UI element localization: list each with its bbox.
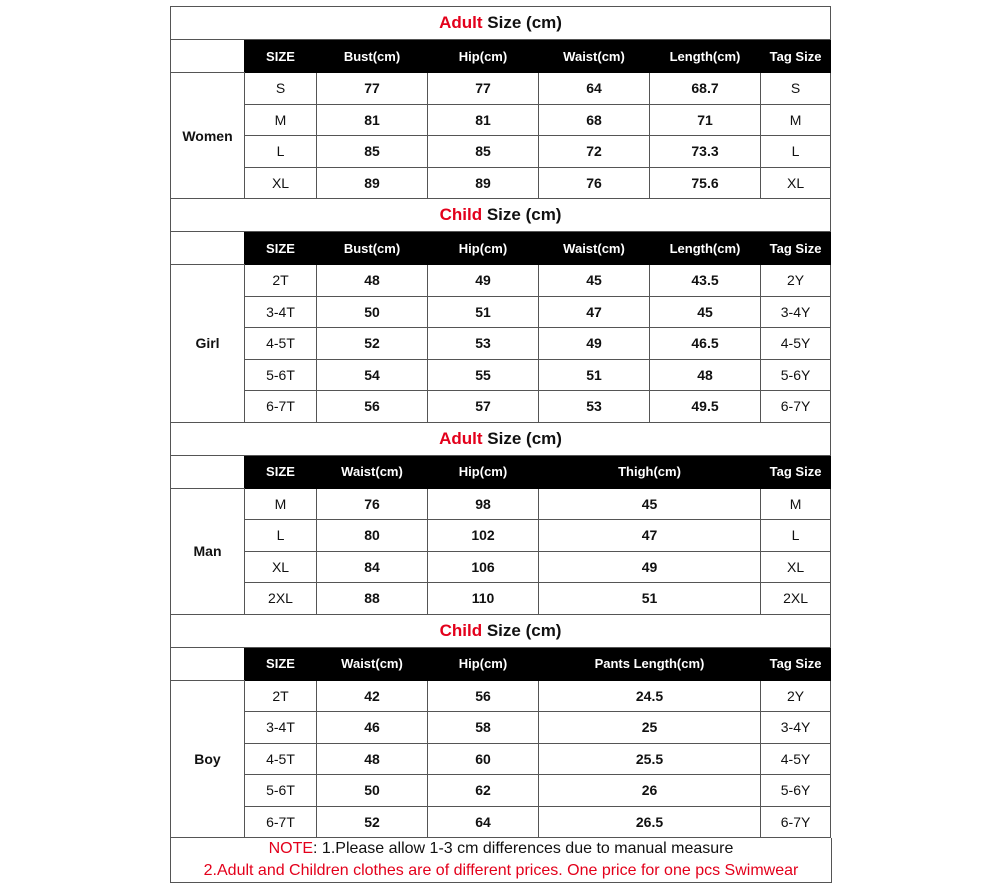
- table-cell: 98: [428, 488, 539, 520]
- table-cell: 110: [428, 583, 539, 615]
- table-cell: 46.5: [650, 328, 761, 360]
- table-cell: 50: [317, 296, 428, 328]
- table-cell: 64: [428, 806, 539, 838]
- table-cell: 68.7: [650, 73, 761, 105]
- table-cell: 54: [317, 359, 428, 391]
- table-cell: 81: [428, 104, 539, 136]
- table-cell: 58: [428, 712, 539, 744]
- table-row: [171, 583, 831, 615]
- table-row: [171, 73, 831, 105]
- column-header: Hip(cm): [428, 455, 539, 488]
- table-cell: 72: [539, 136, 650, 168]
- table-cell: 56: [428, 680, 539, 712]
- table-cell: 77: [317, 73, 428, 105]
- table-cell: 3-4Y: [761, 296, 831, 328]
- table-cell: 26.5: [539, 806, 761, 838]
- table-row: [171, 104, 831, 136]
- column-header: Waist(cm): [317, 647, 428, 680]
- table-cell: 55: [428, 359, 539, 391]
- table-cell: 45: [539, 488, 761, 520]
- column-header: SIZE: [245, 647, 317, 680]
- table-cell: M: [761, 488, 831, 520]
- column-header: SIZE: [245, 40, 317, 73]
- header-blank: [171, 647, 245, 680]
- table-row: [171, 136, 831, 168]
- table-cell: 3-4Y: [761, 712, 831, 744]
- column-header: Hip(cm): [428, 40, 539, 73]
- table-cell: 89: [317, 167, 428, 199]
- table-cell: 45: [650, 296, 761, 328]
- table-cell: 75.6: [650, 167, 761, 199]
- section-title: [171, 422, 831, 455]
- header-blank: [171, 40, 245, 73]
- table-cell: S: [761, 73, 831, 105]
- column-header: Bust(cm): [317, 232, 428, 265]
- table-cell: 24.5: [539, 680, 761, 712]
- section-title-text: Size (cm): [482, 620, 562, 640]
- table-cell: 5-6T: [245, 775, 317, 807]
- table-cell: 71: [650, 104, 761, 136]
- category-label: Girl: [171, 265, 245, 423]
- category-label: Boy: [171, 680, 245, 838]
- table-row: [171, 359, 831, 391]
- column-header: Tag Size: [761, 232, 831, 265]
- table-cell: 53: [539, 391, 650, 423]
- table-cell: M: [245, 488, 317, 520]
- table-row: [171, 296, 831, 328]
- table-cell: 52: [317, 328, 428, 360]
- table-cell: 26: [539, 775, 761, 807]
- section-title-text: Size (cm): [482, 13, 562, 32]
- table-cell: 77: [428, 73, 539, 105]
- note-line-1: [171, 838, 831, 860]
- table-cell: 56: [317, 391, 428, 423]
- column-header: Tag Size: [761, 455, 831, 488]
- table-cell: XL: [245, 167, 317, 199]
- table-cell: 2Y: [761, 680, 831, 712]
- section-title: [171, 614, 831, 647]
- table-cell: 49: [539, 328, 650, 360]
- table-cell: 6-7T: [245, 806, 317, 838]
- header-row: [171, 455, 831, 488]
- table-row: [171, 806, 831, 838]
- table-row: [171, 743, 831, 775]
- section-title-row: [171, 199, 831, 232]
- table-cell: 57: [428, 391, 539, 423]
- table-cell: XL: [761, 167, 831, 199]
- table-cell: 47: [539, 520, 761, 552]
- table-cell: 4-5Y: [761, 328, 831, 360]
- table-cell: 3-4T: [245, 712, 317, 744]
- column-header: Tag Size: [761, 647, 831, 680]
- section-title-row: [171, 7, 831, 40]
- table-cell: 49: [539, 551, 761, 583]
- table-cell: 2Y: [761, 265, 831, 297]
- section-title-highlight: Adult: [439, 13, 483, 32]
- table-cell: L: [761, 520, 831, 552]
- table-cell: 4-5T: [245, 328, 317, 360]
- table-cell: L: [245, 136, 317, 168]
- table-cell: 85: [317, 136, 428, 168]
- section-title-highlight: Child: [439, 620, 483, 640]
- table-cell: 6-7Y: [761, 806, 831, 838]
- table-cell: S: [245, 73, 317, 105]
- note-text-1: : 1.Please allow 1-3 cm differences due to manual measure: [313, 840, 734, 857]
- table-cell: 45: [539, 265, 650, 297]
- table-cell: 5-6Y: [761, 775, 831, 807]
- table-row: [171, 391, 831, 423]
- table-cell: 73.3: [650, 136, 761, 168]
- note-label: NOTE: [268, 840, 314, 857]
- table-cell: 5-6Y: [761, 359, 831, 391]
- column-header: Hip(cm): [428, 647, 539, 680]
- note: [170, 838, 832, 883]
- table-cell: 6-7T: [245, 391, 317, 423]
- table-cell: 48: [650, 359, 761, 391]
- section-title-text: Size (cm): [482, 428, 562, 448]
- section-title: [171, 199, 831, 232]
- header-blank: [171, 232, 245, 265]
- table-cell: 62: [428, 775, 539, 807]
- table-cell: 51: [539, 583, 761, 615]
- table-cell: 2T: [245, 265, 317, 297]
- table-cell: XL: [761, 551, 831, 583]
- table-cell: 51: [428, 296, 539, 328]
- table-cell: 50: [317, 775, 428, 807]
- section-title-highlight: Adult: [439, 428, 483, 448]
- column-header: Thigh(cm): [539, 455, 761, 488]
- table-row: [171, 167, 831, 199]
- section-title-row: [171, 422, 831, 455]
- table-cell: 80: [317, 520, 428, 552]
- table-cell: 5-6T: [245, 359, 317, 391]
- table-row: [171, 520, 831, 552]
- table-cell: 2XL: [761, 583, 831, 615]
- table-cell: 49: [428, 265, 539, 297]
- table-cell: 25.5: [539, 743, 761, 775]
- column-header: Hip(cm): [428, 232, 539, 265]
- column-header: Bust(cm): [317, 40, 428, 73]
- category-label: Man: [171, 488, 245, 614]
- table-cell: 49.5: [650, 391, 761, 423]
- table-cell: 102: [428, 520, 539, 552]
- table-cell: 3-4T: [245, 296, 317, 328]
- column-header: Waist(cm): [539, 232, 650, 265]
- table-cell: 46: [317, 712, 428, 744]
- table-cell: XL: [245, 551, 317, 583]
- table-cell: 64: [539, 73, 650, 105]
- table-cell: 76: [317, 488, 428, 520]
- table-cell: L: [245, 520, 317, 552]
- section-title-highlight: Child: [439, 205, 483, 224]
- table-cell: 106: [428, 551, 539, 583]
- table-row: [171, 712, 831, 744]
- table-cell: 43.5: [650, 265, 761, 297]
- table-cell: 88: [317, 583, 428, 615]
- table-cell: 52: [317, 806, 428, 838]
- table-cell: 68: [539, 104, 650, 136]
- column-header: Waist(cm): [317, 455, 428, 488]
- table-cell: 89: [428, 167, 539, 199]
- column-header: Length(cm): [650, 232, 761, 265]
- table-row: [171, 775, 831, 807]
- table-cell: M: [761, 104, 831, 136]
- table-cell: 2T: [245, 680, 317, 712]
- table-row: [171, 488, 831, 520]
- column-header: Waist(cm): [539, 40, 650, 73]
- table-cell: 2XL: [245, 583, 317, 615]
- column-header: Pants Length(cm): [539, 647, 761, 680]
- section-title: [171, 7, 831, 40]
- table-cell: 6-7Y: [761, 391, 831, 423]
- table-row: [171, 551, 831, 583]
- category-label: Women: [171, 73, 245, 199]
- table-cell: M: [245, 104, 317, 136]
- note-line-2: 2.Adult and Children clothes are of different prices. One price for one pcs Swimwear: [203, 862, 799, 879]
- header-row: [171, 40, 831, 73]
- table-cell: 4-5Y: [761, 743, 831, 775]
- column-header: SIZE: [245, 232, 317, 265]
- table-cell: 85: [428, 136, 539, 168]
- section-title-text: Size (cm): [482, 205, 562, 224]
- column-header: SIZE: [245, 455, 317, 488]
- column-header: Length(cm): [650, 40, 761, 73]
- table-cell: 48: [317, 743, 428, 775]
- table-cell: 25: [539, 712, 761, 744]
- section-title-row: [171, 614, 831, 647]
- table-cell: 48: [317, 265, 428, 297]
- table-cell: 81: [317, 104, 428, 136]
- table-cell: 84: [317, 551, 428, 583]
- header-row: [171, 232, 831, 265]
- header-blank: [171, 455, 245, 488]
- table-row: [171, 265, 831, 297]
- table-cell: 47: [539, 296, 650, 328]
- size-chart: [170, 6, 830, 883]
- table-cell: 76: [539, 167, 650, 199]
- table-cell: L: [761, 136, 831, 168]
- table-cell: 51: [539, 359, 650, 391]
- table-cell: 42: [317, 680, 428, 712]
- table-row: [171, 680, 831, 712]
- table-cell: 4-5T: [245, 743, 317, 775]
- header-row: [171, 647, 831, 680]
- table-row: [171, 328, 831, 360]
- column-header: Tag Size: [761, 40, 831, 73]
- table-cell: 53: [428, 328, 539, 360]
- size-table: [170, 6, 831, 838]
- table-cell: 60: [428, 743, 539, 775]
